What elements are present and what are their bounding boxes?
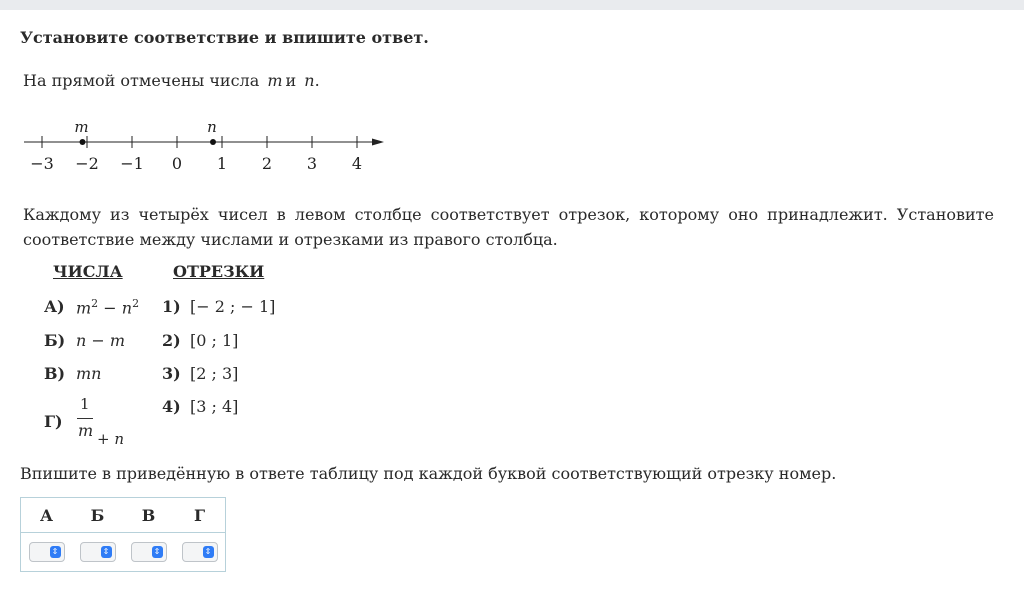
answer-cell-g: [174, 533, 226, 572]
number-label-g: Г): [44, 412, 63, 431]
number-expr-b: n − m: [76, 331, 126, 350]
answer-select-a[interactable]: [29, 542, 65, 562]
tick-label: 4: [351, 154, 363, 173]
number-expr-v: mn: [76, 364, 102, 383]
number-label-b: Б): [44, 331, 66, 350]
number-line: [20, 112, 390, 176]
fraction-denominator: m: [78, 421, 94, 440]
segment-1: [− 2 ; − 1]: [190, 297, 276, 316]
answer-instruction: Впишите в приведённую в ответе таблицу под каждой буквой соответствующий отрезку номер.: [20, 464, 837, 483]
updown-chevron-icon: ⇕: [50, 546, 61, 558]
answer-select-b[interactable]: [80, 542, 116, 562]
answer-cell-v: [123, 533, 174, 572]
var-m: m: [267, 71, 283, 90]
segment-3: [2 ; 3]: [190, 364, 239, 383]
answer-select-v[interactable]: [131, 542, 167, 562]
arrow-right-icon: [372, 139, 384, 146]
fraction-bar: [77, 418, 93, 419]
tick-label: −2: [75, 154, 99, 173]
segment-4: [3 ; 4]: [190, 397, 239, 416]
segment-2: [0 ; 1]: [190, 331, 239, 350]
answer-header-b: Б: [90, 505, 105, 525]
segment-label-3: 3): [162, 364, 181, 383]
segment-label-1: 1): [162, 297, 181, 316]
tick-label: −3: [30, 154, 54, 173]
tick-label: 1: [216, 154, 228, 173]
segment-label-2: 2): [162, 331, 181, 350]
answer-select-g[interactable]: [182, 542, 218, 562]
number-label-a: А): [44, 297, 65, 316]
point-n-label: n: [207, 118, 217, 136]
top-bar: [0, 0, 1024, 10]
updown-chevron-icon: ⇕: [203, 546, 214, 558]
number-label-v: В): [44, 364, 66, 383]
number-expr-a: $m^2 - n^2$: [76, 297, 140, 318]
task-instruction: Установите соответствие и впишите ответ.: [20, 28, 429, 47]
point-m: [80, 139, 86, 145]
tick-label: 2: [261, 154, 273, 173]
answer-header-v: В: [141, 505, 156, 525]
segment-label-4: 4): [162, 397, 181, 416]
answer-cell-b: [72, 533, 123, 572]
fraction-tail: + n: [97, 430, 124, 448]
numbers-column-header: ЧИСЛА: [53, 262, 123, 281]
point-n: [210, 139, 216, 145]
updown-chevron-icon: ⇕: [152, 546, 163, 558]
updown-chevron-icon: ⇕: [101, 546, 112, 558]
tick-label: 0: [171, 154, 183, 173]
fraction-numerator: 1: [80, 395, 90, 413]
answer-cell-a: [21, 533, 73, 572]
var-n: n: [304, 71, 315, 90]
tick-label: −1: [120, 154, 144, 173]
answer-header-a: А: [39, 505, 54, 525]
answer-table: [20, 497, 226, 572]
tick-label: 3: [306, 154, 318, 173]
segments-column-header: ОТРЕЗКИ: [173, 262, 265, 281]
point-m-label: m: [74, 118, 89, 136]
description: Каждому из четырёх чисел в левом столбце соответствует отрезок, которому оно принадлежит. Установите соответствие между числами и отрезками из правого столбца.: [23, 205, 994, 249]
intro-text: На прямой отмечены числа m и n.: [23, 71, 320, 90]
answer-header-g: Г: [193, 505, 206, 525]
